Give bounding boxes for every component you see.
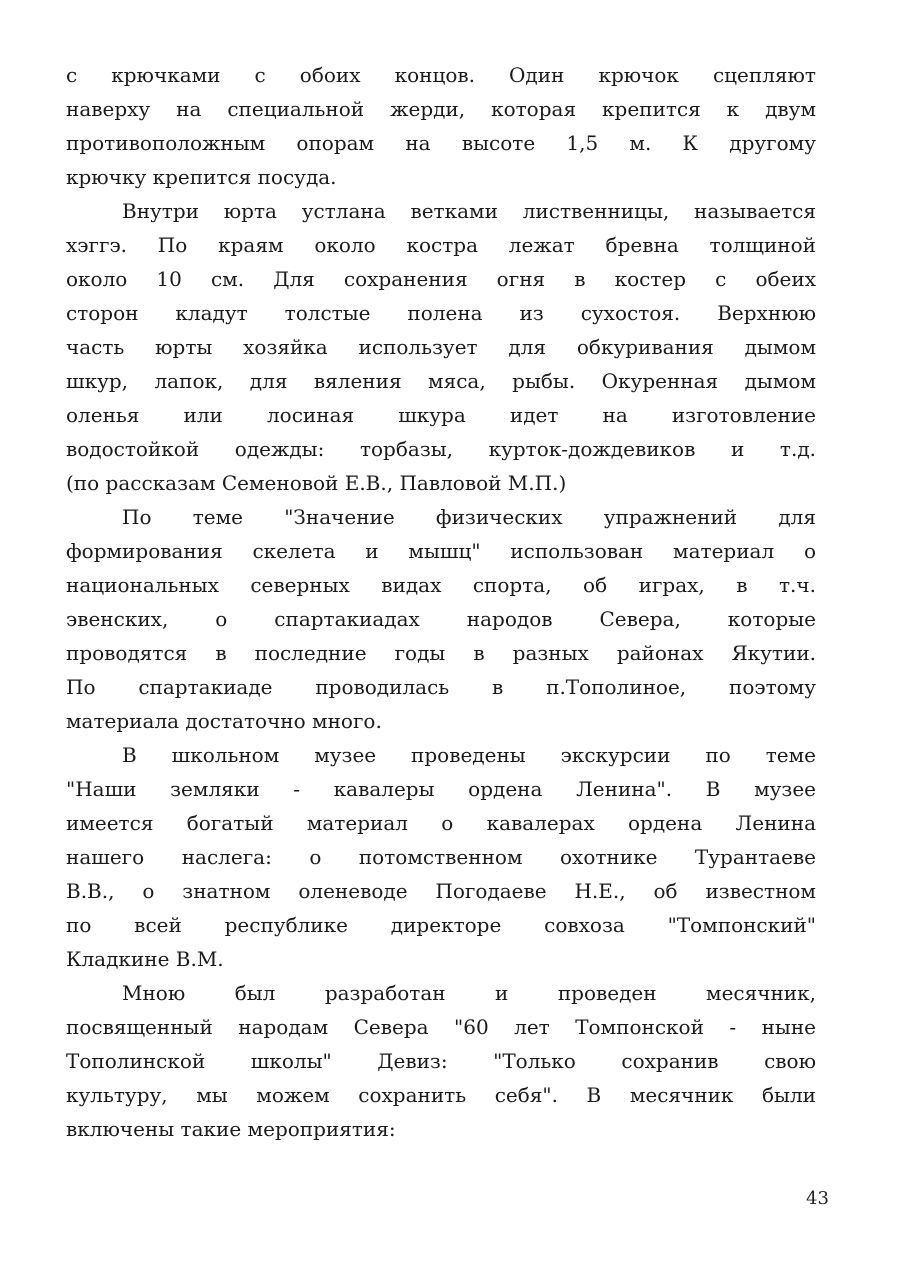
page-number: 43 <box>806 1188 829 1209</box>
text-line: имеется богатый материал о кавалерах ордена Ленина <box>66 811 816 835</box>
text-line: Тополинской школы" Девиз: "Только сохранив свою <box>66 1049 816 1073</box>
text-line: около 10 см. Для сохранения огня в костер с обеих <box>66 267 816 291</box>
text-line: материала достаточно много. <box>66 709 382 733</box>
text-line: шкур, лапок, для вяления мяса, рыбы. Окуренная дымом <box>66 369 816 393</box>
body-text <box>66 58 816 1146</box>
text-line: По спартакиаде проводилась в п.Тополиное, поэтому <box>66 675 816 699</box>
text-line: посвященный народам Севера "60 лет Томпонской - ныне <box>66 1015 816 1039</box>
text-line: В школьном музее проведены экскурсии по теме <box>122 743 816 767</box>
text-line: По теме "Значение физических упражнений для <box>122 505 816 529</box>
text-line: "Наши земляки - кавалеры ордена Ленина". В музее <box>66 777 816 801</box>
text-line: хэггэ. По краям около костра лежат бревна толщиной <box>66 233 816 257</box>
text-line: с крючками с обоих концов. Один крючок сцепляют <box>66 63 816 87</box>
text-line: Мною был разработан и проведен месячник, <box>122 981 816 1005</box>
text-line: включены такие мероприятия: <box>66 1117 396 1141</box>
text-line: национальных северных видах спорта, об играх, в т.ч. <box>66 573 816 597</box>
text-line: В.В., о знатном оленеводе Погодаеве Н.Е., об известном <box>66 879 816 903</box>
text-line: нашего наслега: о потомственном охотнике Турантаеве <box>66 845 816 869</box>
text-line: крючку крепится посуда. <box>66 165 337 189</box>
text-line: водостойкой одежды: торбазы, курток-дождевиков и т.д. <box>66 437 816 461</box>
text-line: проводятся в последние годы в разных районах Якутии. <box>66 641 816 665</box>
text-line: часть юрты хозяйка использует для обкуривания дымом <box>66 335 816 359</box>
text-line: (по рассказам Семеновой Е.В., Павловой М.П.) <box>66 471 567 495</box>
text-line: Кладкине В.М. <box>66 947 224 971</box>
text-line: наверху на специальной жерди, которая крепится к двум <box>66 97 816 121</box>
text-line: Внутри юрта устлана ветками лиственницы, называется <box>122 199 816 223</box>
text-line: эвенских, о спартакиадах народов Севера, которые <box>66 607 816 631</box>
text-line: противоположным опорам на высоте 1,5 м. К другому <box>66 131 816 155</box>
text-line: оленья или лосиная шкура идет на изготовление <box>66 403 816 427</box>
text-line: культуру, мы можем сохранить себя". В месячник были <box>66 1083 816 1107</box>
text-line: сторон кладут толстые полена из сухостоя. Верхнюю <box>66 301 816 325</box>
text-line: формирования скелета и мышц" использован материал о <box>66 539 816 563</box>
text-line: по всей республике директоре совхоза "Томпонский" <box>66 913 816 937</box>
